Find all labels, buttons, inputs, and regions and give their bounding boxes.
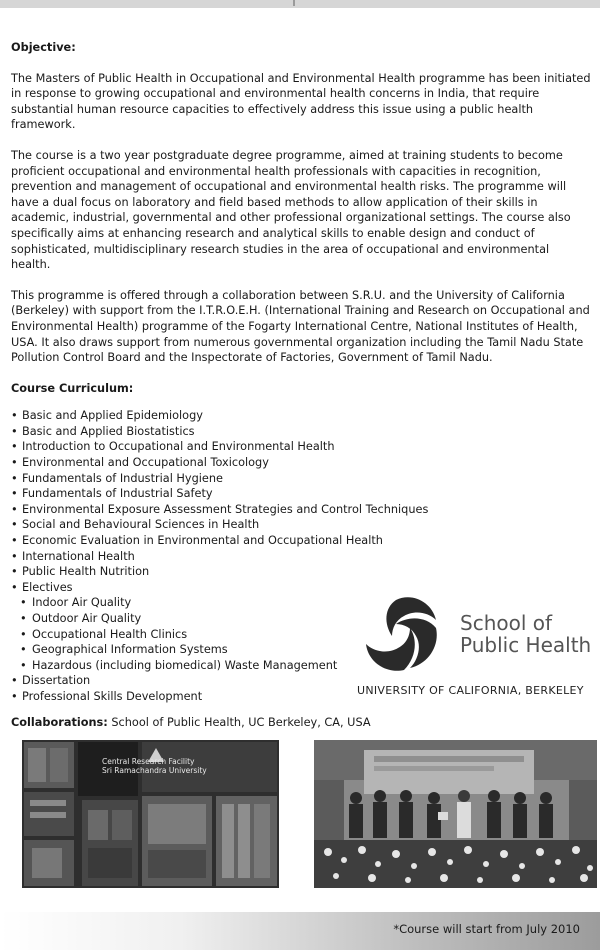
logo-wordmark xyxy=(460,612,591,656)
top-edge-bar xyxy=(0,0,600,8)
curriculum-item: • Fundamentals of Industrial Safety xyxy=(11,486,591,502)
collaborations-label: Collaborations: xyxy=(11,716,108,729)
course-start-note: *Course will start from July 2010 xyxy=(393,922,580,936)
curriculum-item: • Introduction to Occupational and Environmental Health xyxy=(11,439,591,455)
curriculum-item: • Economic Evaluation in Environmental and Occupational Health xyxy=(11,533,591,549)
elective-item: • Outdoor Air Quality xyxy=(11,611,591,627)
ceremony-scene xyxy=(314,740,597,888)
curriculum-item: • Social and Behavioural Sciences in Health xyxy=(11,517,591,533)
logo-university-name: UNIVERSITY OF CALIFORNIA, BERKELEY xyxy=(357,684,584,697)
curriculum-item: • Environmental Exposure Assessment Strategies and Control Techniques xyxy=(11,502,591,518)
objective-heading: Objective: xyxy=(11,41,76,54)
curriculum-item: • Electives xyxy=(11,580,591,596)
objective-paragraph-3: This programme is offered through a collaboration between S.R.U. and the University of California (Berkeley) with support from the I.T.R.O.E.H. (International Training and Research on Occupational and Environmental Health) programme of the Fogarty International Centre, National Institutes of Health, USA. It also draws support from numerous governmental organization including the Tamil Nadu State Pollution Control Board and the Inspectorate of Factories, Government of Tamil Nadu. xyxy=(11,288,590,365)
curriculum-heading: Course Curriculum: xyxy=(11,381,134,395)
curriculum-item: • Basic and Applied Epidemiology xyxy=(11,408,591,424)
tri-swirl-emblem-icon xyxy=(366,597,437,671)
elective-item: • Indoor Air Quality xyxy=(11,595,591,611)
facility-sign-line-1: Central Research Facility xyxy=(102,757,195,766)
curriculum-item: • Public Health Nutrition xyxy=(11,564,591,580)
collaborations-line xyxy=(11,716,371,729)
elective-item: • Occupational Health Clinics xyxy=(11,627,591,643)
ceremony-photo xyxy=(314,740,597,888)
curriculum-item: • Professional Skills Development xyxy=(11,689,591,705)
collaborations-text: School of Public Health, UC Berkeley, CA, USA xyxy=(107,716,371,729)
curriculum-item: • International Health xyxy=(11,549,591,565)
facility-sign xyxy=(102,757,207,775)
objective-paragraph-1: The Masters of Public Health in Occupational and Environmental Health programme has been initiated in response to growing occupational and environmental health concerns in India, that require substantial human resource capacities to effectively address this issue using a public health framework. xyxy=(11,71,591,132)
objective-paragraph-2: The course is a two year postgraduate degree programme, aimed at training students to become proficient occupational and environmental health professionals with capacities in recognition, prevention and management of occupational and environmental health risks. The programme will have a dual focus on laboratory and field based methods to allow application of their skills in academic, industrial, governmental and other professional organizational settings. The course also specifically aims at enhancing research and analytical skills to enable design and conduct of sophisticated, multidisciplinary research studies in the area of occupational and environmental health. xyxy=(11,148,571,272)
facility-sign-line-2: Sri Ramachandra University xyxy=(102,766,207,775)
research-facility-photo xyxy=(22,740,279,888)
elective-item: • Geographical Information Systems xyxy=(11,642,591,658)
top-edge-tick xyxy=(293,0,295,6)
curriculum-item: • Fundamentals of Industrial Hygiene xyxy=(11,471,591,487)
curriculum-item: • Environmental and Occupational Toxicology xyxy=(11,455,591,471)
elective-item: • Hazardous (including biomedical) Waste Management xyxy=(11,658,591,674)
curriculum-item: • Basic and Applied Biostatistics xyxy=(11,424,591,440)
logo-line-1: School of xyxy=(460,611,553,635)
curriculum-item: • Dissertation xyxy=(11,673,591,689)
logo-line-2: Public Health xyxy=(460,633,592,657)
